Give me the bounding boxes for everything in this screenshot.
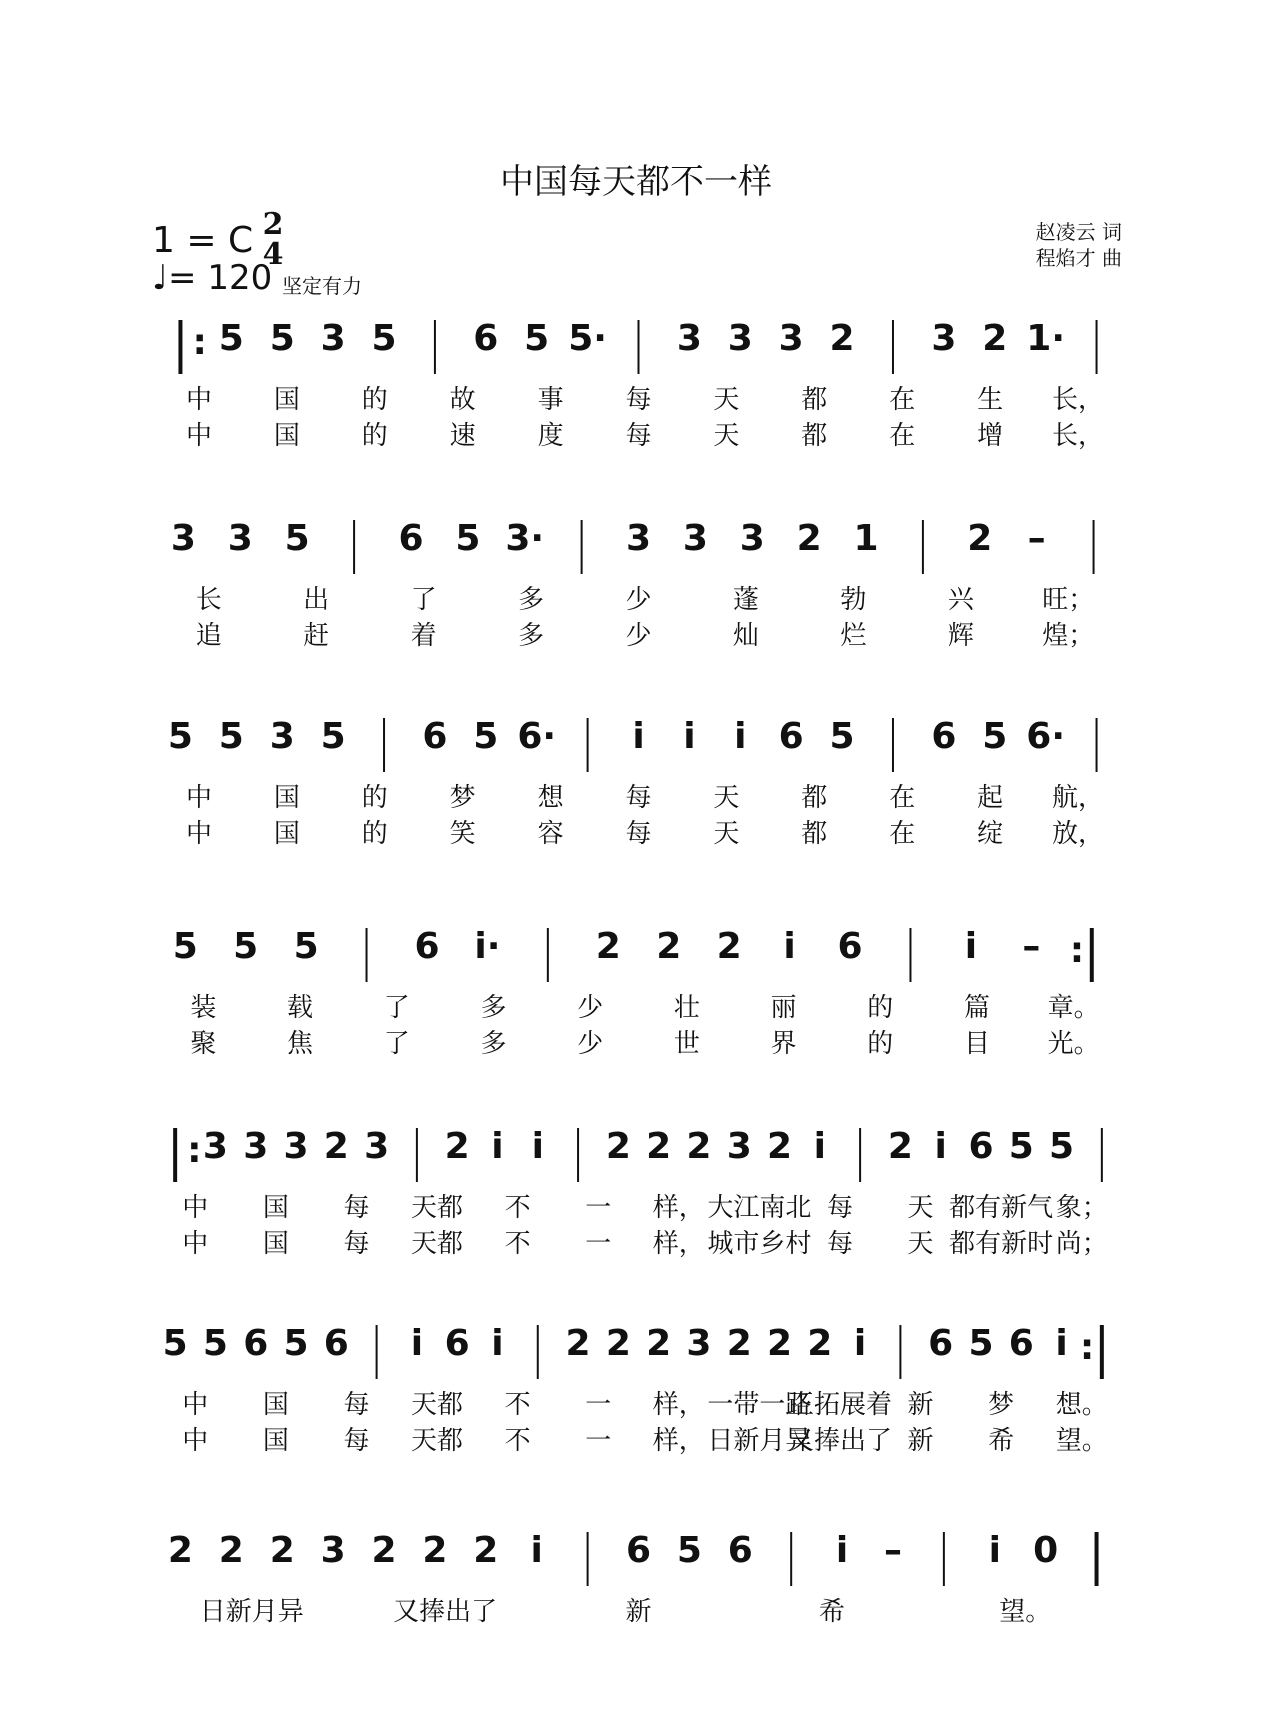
note: 2 <box>887 1126 913 1167</box>
lyric: 中 <box>185 421 212 451</box>
lyric: 旺； <box>1042 585 1095 615</box>
lyric: 勃 <box>840 585 867 615</box>
note: – <box>883 1530 902 1571</box>
note: 5 <box>284 518 310 559</box>
lyric: 少 <box>577 993 604 1023</box>
lyric: 追 <box>195 621 222 651</box>
note: 3 <box>682 518 708 559</box>
lyric: 在 <box>889 385 916 415</box>
lyric: 都 <box>801 819 828 849</box>
note: 0 <box>1033 1530 1059 1571</box>
note: 5 <box>218 318 244 359</box>
lyric: 新 <box>907 1390 934 1420</box>
lyric: 长 <box>195 585 222 615</box>
lyric: 兴 <box>947 585 974 615</box>
lyric: 又捧出了 <box>393 1597 498 1627</box>
lyric: 灿 <box>732 621 759 651</box>
note: 1· <box>1026 318 1066 359</box>
note: i <box>530 1530 543 1571</box>
note: i <box>853 1323 867 1364</box>
note: 2 <box>565 1323 591 1364</box>
key-signature: 1 = C <box>152 220 254 261</box>
note: 3 <box>243 1126 269 1167</box>
lyric: 想 <box>537 783 564 813</box>
note: 2 <box>646 1126 672 1167</box>
note: 3 <box>739 518 765 559</box>
lyric: 多 <box>480 1029 507 1059</box>
lyric: 章。 <box>1047 993 1100 1023</box>
lyric: 每 <box>625 819 652 849</box>
lyric: 天 <box>713 385 740 415</box>
lyric: 望。 <box>999 1597 1052 1627</box>
lyric: 一 <box>585 1426 612 1456</box>
note: 6 <box>928 1323 954 1364</box>
lyric: 多 <box>480 993 507 1023</box>
lyric: 故 <box>449 385 476 415</box>
note: 2 <box>444 1126 470 1167</box>
note: 2 <box>473 1530 499 1571</box>
note: i <box>410 1323 424 1364</box>
lyric: 梦 <box>988 1390 1015 1420</box>
note: i <box>813 1126 826 1167</box>
lyric: 容 <box>537 819 564 849</box>
note: 3 <box>778 318 804 359</box>
repeat-dots: : <box>187 1130 202 1171</box>
note: – <box>1027 518 1046 559</box>
note: i <box>964 926 978 967</box>
note: 6 <box>422 716 448 757</box>
note: 2 <box>656 926 682 967</box>
lyric: 天 <box>907 1193 934 1223</box>
lyric: 天都 <box>411 1390 464 1420</box>
lyric: 样， <box>652 1390 705 1420</box>
note: i <box>783 926 796 967</box>
lyric: 一 <box>585 1193 612 1223</box>
lyric: 多 <box>518 621 545 651</box>
lyric: 速 <box>449 421 476 451</box>
note: 5 <box>162 1323 188 1364</box>
lyric: 的 <box>361 819 388 849</box>
lyric: 一带一路 <box>707 1390 812 1420</box>
song-title: 中国每天都不一样 <box>500 162 772 202</box>
note: 6 <box>837 926 863 967</box>
note: 5 <box>524 318 550 359</box>
note: 3 <box>283 1126 309 1167</box>
lyric: 绽 <box>977 819 1004 849</box>
lyric: 都 <box>801 421 828 451</box>
lyric: 天 <box>907 1229 934 1259</box>
note: 5 <box>968 1323 994 1364</box>
note: i <box>632 716 645 757</box>
note: 5 <box>829 716 855 757</box>
lyric: 长， <box>1052 385 1105 415</box>
lyric: 每 <box>826 1193 853 1223</box>
note: 2 <box>595 926 621 967</box>
note: 3 <box>931 318 957 359</box>
note: 3 <box>202 1126 228 1167</box>
note: 5 <box>167 716 193 757</box>
note: 2 <box>686 1126 712 1167</box>
composer-credit: 程焰才 曲 <box>1035 246 1122 270</box>
note: 5 <box>293 926 319 967</box>
note: 6 <box>625 1530 652 1571</box>
lyric: 天 <box>713 783 740 813</box>
note: 3 <box>686 1323 712 1364</box>
lyric: 样， <box>652 1426 705 1456</box>
note: 3 <box>320 1530 346 1571</box>
note: 2 <box>269 1530 295 1571</box>
lyric: 度 <box>537 421 564 451</box>
lyric: 少 <box>625 585 652 615</box>
note: 5 <box>455 518 481 559</box>
note: 6 <box>444 1323 470 1364</box>
note: 1 <box>853 518 879 559</box>
lyric: 天 <box>713 421 740 451</box>
note: i <box>491 1323 504 1364</box>
lyric: 每 <box>826 1229 853 1259</box>
note: 2 <box>726 1323 752 1364</box>
lyric: 中 <box>185 783 212 813</box>
lyric: 丽 <box>770 993 797 1023</box>
lyric: 国 <box>273 385 300 415</box>
note: 5 <box>473 716 499 757</box>
note: – <box>1022 926 1041 967</box>
lyric: 了 <box>383 1029 410 1059</box>
lyric: 望。 <box>1055 1426 1108 1456</box>
lyric: 少 <box>625 621 652 651</box>
lyric: 正拓展着 <box>787 1390 892 1420</box>
lyric: 多 <box>518 585 545 615</box>
note: i <box>988 1530 1001 1571</box>
note: i <box>491 1126 504 1167</box>
expression-marking: 坚定有力 <box>282 274 362 298</box>
lyric: 日新月异 <box>199 1597 304 1627</box>
lyric: 煌； <box>1042 621 1095 651</box>
lyric: 光。 <box>1047 1029 1100 1059</box>
lyric: 着 <box>410 621 437 651</box>
note: 2 <box>982 318 1008 359</box>
lyric: 出 <box>303 585 330 615</box>
lyric: 又捧出了 <box>787 1426 892 1456</box>
note: 2 <box>807 1323 833 1364</box>
note: 2 <box>218 1530 244 1571</box>
note: 2 <box>766 1126 793 1167</box>
lyric: 样， <box>652 1229 705 1259</box>
lyric: 了 <box>410 585 437 615</box>
lyric: 天都 <box>411 1229 464 1259</box>
note: 3· <box>505 518 545 559</box>
lyric: 每 <box>343 1229 370 1259</box>
note: 2 <box>605 1323 631 1364</box>
lyric: 国 <box>262 1426 289 1456</box>
lyric: 的 <box>361 421 388 451</box>
lyric: 每 <box>625 385 652 415</box>
note: 5 <box>283 1323 309 1364</box>
lyric: 不 <box>504 1193 531 1223</box>
lyric: 希 <box>988 1426 1015 1456</box>
lyric: 日新月异 <box>707 1426 812 1456</box>
lyric: 起 <box>977 783 1004 813</box>
lyric: 一 <box>585 1390 612 1420</box>
lyric: 不 <box>504 1390 531 1420</box>
lyric: 城市乡村 <box>707 1229 812 1259</box>
time-signature-top: 2 <box>262 207 284 242</box>
note: 5 <box>320 716 346 757</box>
note: 3 <box>227 518 253 559</box>
note: 2 <box>371 1530 397 1571</box>
note: 2 <box>422 1530 448 1571</box>
note: i <box>531 1126 544 1167</box>
note: 2 <box>716 926 742 967</box>
repeat-dots: : <box>192 322 207 363</box>
lyric: 在 <box>889 421 916 451</box>
lyric: 中 <box>182 1390 209 1420</box>
lyric: 的 <box>361 385 388 415</box>
lyric: 航， <box>1052 783 1105 813</box>
note: 6 <box>931 716 957 757</box>
lyric: 少 <box>577 1029 604 1059</box>
lyric: 世 <box>673 1029 700 1059</box>
lyric: 不 <box>504 1426 531 1456</box>
lyric: 生 <box>977 385 1004 415</box>
note: i <box>934 1126 947 1167</box>
note: 2 <box>323 1126 349 1167</box>
lyric: 赶 <box>303 621 330 651</box>
lyric: 增 <box>977 421 1004 451</box>
note: 3 <box>726 1126 752 1167</box>
note: 5 <box>1049 1126 1075 1167</box>
lyric: 梦 <box>449 783 476 813</box>
note: 6· <box>517 716 557 757</box>
note: i <box>835 1530 849 1571</box>
note: 6 <box>414 926 440 967</box>
lyric: 中 <box>182 1193 209 1223</box>
lyric: 的 <box>867 993 894 1023</box>
note: 5 <box>1008 1126 1034 1167</box>
note: 2 <box>766 1323 793 1364</box>
note: 3 <box>170 518 196 559</box>
lyric: 的 <box>867 1029 894 1059</box>
lyric: 在 <box>889 819 916 849</box>
lyric: 每 <box>343 1193 370 1223</box>
lyric: 笑 <box>449 819 476 849</box>
note: 5 <box>172 926 198 967</box>
note: 5 <box>218 716 244 757</box>
lyric: 希 <box>818 1597 845 1627</box>
note: 2 <box>167 1530 193 1571</box>
lyric: 每 <box>625 421 652 451</box>
note: 5 <box>676 1530 702 1571</box>
note: 5 <box>233 926 259 967</box>
lyric: 蓬 <box>732 585 759 615</box>
lyric: 象； <box>1055 1193 1108 1223</box>
lyric: 事 <box>537 385 564 415</box>
lyric: 新 <box>907 1426 934 1456</box>
note: 6 <box>968 1126 994 1167</box>
note: 6· <box>1026 716 1066 757</box>
lyric: 的 <box>361 783 388 813</box>
repeat-dots: : <box>1069 930 1085 971</box>
repeat-dots: : <box>1079 1327 1095 1368</box>
lyric: 壮 <box>673 993 700 1023</box>
lyric: 焦 <box>287 1029 314 1059</box>
lyric: 中 <box>182 1229 209 1259</box>
lyric: 聚 <box>190 1029 217 1059</box>
note: i <box>734 716 747 757</box>
note: 2 <box>796 518 822 559</box>
lyric: 篇 <box>963 993 990 1023</box>
note: 2 <box>829 318 855 359</box>
lyric: 每 <box>343 1390 370 1420</box>
note: 2 <box>967 518 993 559</box>
lyric: 天 <box>713 819 740 849</box>
time-signature-bottom: 4 <box>262 237 284 272</box>
lyric: 界 <box>770 1029 797 1059</box>
tempo-marking: ♩= 120 <box>152 258 273 298</box>
lyricist-credit: 赵凌云 词 <box>1035 220 1122 244</box>
note: 6 <box>398 518 424 559</box>
lyric: 国 <box>262 1229 289 1259</box>
lyric: 中 <box>185 819 212 849</box>
note: 6 <box>243 1323 269 1364</box>
note: 3 <box>269 716 295 757</box>
lyric: 天都 <box>411 1193 464 1223</box>
lyric: 目 <box>963 1029 990 1059</box>
note: 5 <box>371 318 397 359</box>
lyric: 国 <box>262 1390 289 1420</box>
note: 3 <box>364 1126 390 1167</box>
lyric: 都有新时 <box>949 1229 1054 1259</box>
lyric: 载 <box>287 993 314 1023</box>
lyric: 国 <box>273 819 300 849</box>
lyric: 样， <box>652 1193 705 1223</box>
lyric: 都 <box>801 385 828 415</box>
note: 3 <box>676 318 702 359</box>
note: 5 <box>202 1323 228 1364</box>
note: 6 <box>323 1323 349 1364</box>
lyric: 国 <box>262 1193 289 1223</box>
lyric: 中 <box>182 1426 209 1456</box>
lyric: 每 <box>625 783 652 813</box>
note: i <box>1055 1323 1068 1364</box>
lyric: 大江南北 <box>707 1193 812 1223</box>
lyric: 放， <box>1052 819 1105 849</box>
note: 5· <box>568 318 607 359</box>
lyric: 辉 <box>947 621 974 651</box>
lyric: 不 <box>504 1229 531 1259</box>
lyric: 烂 <box>840 621 867 651</box>
note: 2 <box>605 1126 631 1167</box>
lyric: 了 <box>383 993 410 1023</box>
note: 6 <box>1008 1323 1034 1364</box>
note: 5 <box>982 716 1008 757</box>
lyric: 装 <box>190 993 217 1023</box>
lyric: 天都 <box>411 1426 464 1456</box>
lyric: 一 <box>585 1229 612 1259</box>
note: i· <box>474 926 501 967</box>
lyric: 都 <box>801 783 828 813</box>
note: 6 <box>727 1530 753 1571</box>
note: 3 <box>625 518 652 559</box>
lyric: 新 <box>625 1597 652 1627</box>
lyric: 在 <box>889 783 916 813</box>
lyric: 想。 <box>1055 1390 1108 1420</box>
lyric: 中 <box>185 385 212 415</box>
note: 6 <box>473 318 499 359</box>
lyric: 尚； <box>1055 1229 1108 1259</box>
note: 2 <box>646 1323 672 1364</box>
lyric: 国 <box>273 421 300 451</box>
note: 3 <box>727 318 753 359</box>
note: 5 <box>269 318 295 359</box>
note: 3 <box>320 318 346 359</box>
lyric: 长， <box>1052 421 1105 451</box>
note: i <box>683 716 696 757</box>
lyric: 每 <box>343 1426 370 1456</box>
lyric: 国 <box>273 783 300 813</box>
lyric: 都有新气 <box>949 1193 1054 1223</box>
note: 6 <box>778 716 804 757</box>
